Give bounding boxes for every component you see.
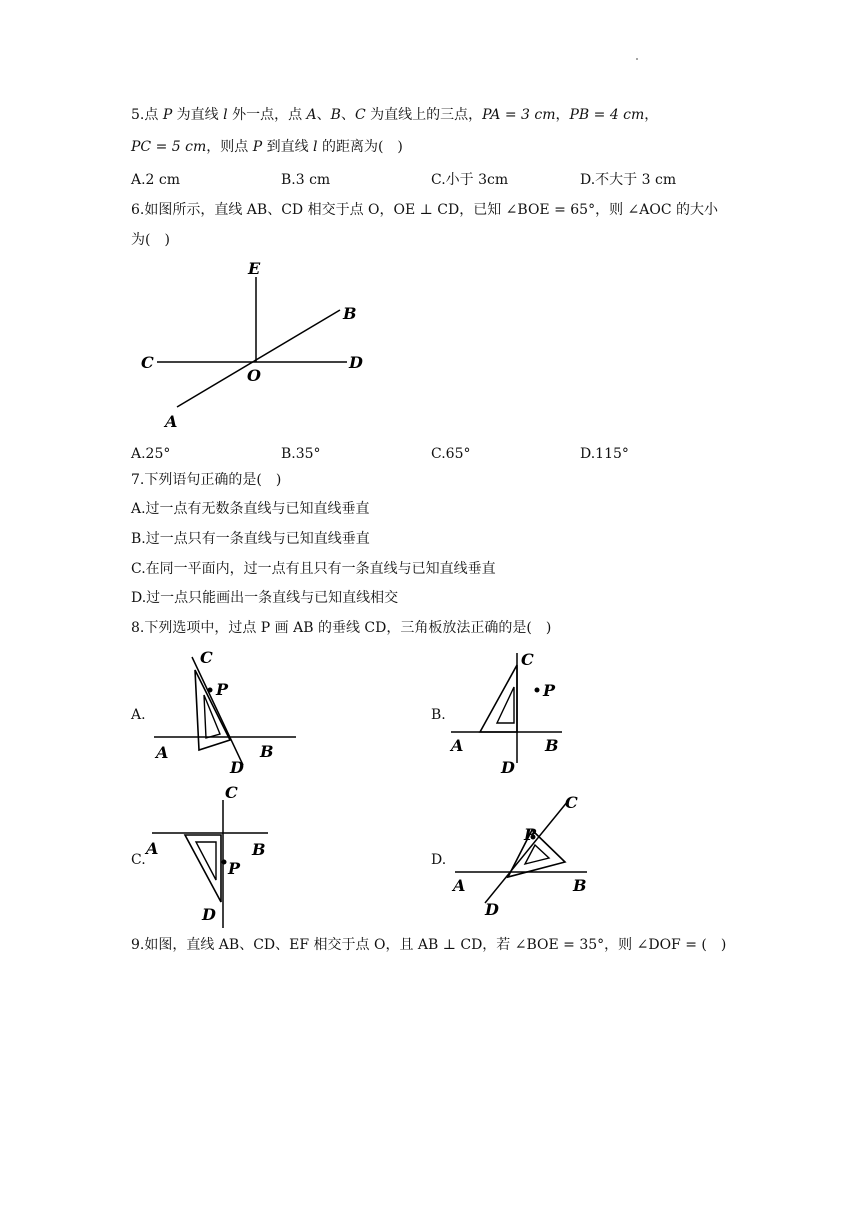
q5-line1: 5.点 P 为直线 l 外一点，点 A、B、C 为直线上的三点，PA = 3 cm，PB = 4 cm， [131, 107, 659, 123]
q8c-label-d: D [202, 905, 216, 924]
q8-stem: 8.下列选项中，过点 P 画 AB 的垂线 CD，三角板放法正确的是( ) [131, 620, 552, 636]
q8-option-b: B. [431, 707, 446, 723]
scan-dot [636, 58, 638, 60]
q8c-label-b: B [252, 840, 266, 859]
q8-option-d: D. [431, 852, 447, 868]
q6-label-b: B [343, 304, 357, 323]
q6-stem-line2: 为( ) [131, 232, 170, 248]
q8d-label-a: A [453, 876, 466, 895]
q6-option-b: B.35° [281, 446, 321, 462]
q6-option-a: A.25° [131, 446, 171, 462]
q8a-label-c: C [200, 648, 213, 667]
q5-option-b: B.3 cm [281, 172, 331, 188]
q8-figure-c [140, 780, 280, 930]
q8a-label-b: B [260, 742, 274, 761]
q8b-label-a: A [451, 736, 464, 755]
q8b-label-d: D [501, 758, 515, 777]
q8a-label-p: P [216, 680, 229, 699]
q6-figure [135, 255, 375, 435]
q8-figure-b [445, 645, 585, 780]
q7-option-c: C.在同一平面内，过一点有且只有一条直线与已知直线垂直 [131, 561, 496, 577]
q8c-label-p: P [228, 859, 241, 878]
q8d-label-c: C [565, 793, 578, 812]
q6-label-c: C [141, 353, 154, 372]
q6-label-d: D [349, 353, 363, 372]
q8b-label-b: B [545, 736, 559, 755]
q6-label-a: A [165, 412, 178, 431]
q7-option-b: B.过一点只有一条直线与已知直线垂直 [131, 531, 370, 547]
q8b-label-c: C [521, 650, 534, 669]
q8-figure-d [445, 785, 605, 920]
q5-option-d: D.不大于 3 cm [580, 172, 677, 188]
q6-option-c: C.65° [431, 446, 471, 462]
q8c-label-a: A [146, 839, 159, 858]
q6-stem-line1: 6.如图所示，直线 AB、CD 相交于点 O，OE ⊥ CD，已知 ∠BOE = 65°，则 ∠AOC 的大小 [131, 202, 719, 218]
q8-figure-a [150, 645, 310, 780]
q5-option-a: A.2 cm [131, 172, 181, 188]
q5-option-c: C.小于 3cm [431, 172, 509, 188]
q8-option-c: C. [131, 852, 146, 868]
q5-line2: PC = 5 cm，则点 P 到直线 l 的距离为( ) [131, 139, 403, 155]
q7-option-a: A.过一点有无数条直线与已知直线垂直 [131, 501, 370, 517]
q7-stem: 7.下列语句正确的是( ) [131, 472, 282, 488]
q8-option-a: A. [131, 707, 146, 723]
q6-label-e: E [248, 259, 261, 278]
q8d-label-p: P [524, 825, 537, 844]
q6-line-ab [177, 310, 340, 407]
q7-option-d: D.过一点只能画出一条直线与已知直线相交 [131, 590, 399, 606]
q8b-label-p: P [543, 681, 556, 700]
q8a-label-d: D [230, 758, 244, 777]
q8a-label-a: A [156, 743, 169, 762]
q6-option-d: D.115° [580, 446, 629, 462]
q8d-label-b: B [573, 876, 587, 895]
q8c-label-c: C [225, 783, 238, 802]
q9-stem: 9.如图，直线 AB、CD、EF 相交于点 O，且 AB ⊥ CD，若 ∠BOE = 35°，则 ∠DOF = ( ) [131, 937, 727, 953]
q8d-label-d: D [485, 900, 499, 919]
q6-label-o: O [247, 366, 261, 385]
